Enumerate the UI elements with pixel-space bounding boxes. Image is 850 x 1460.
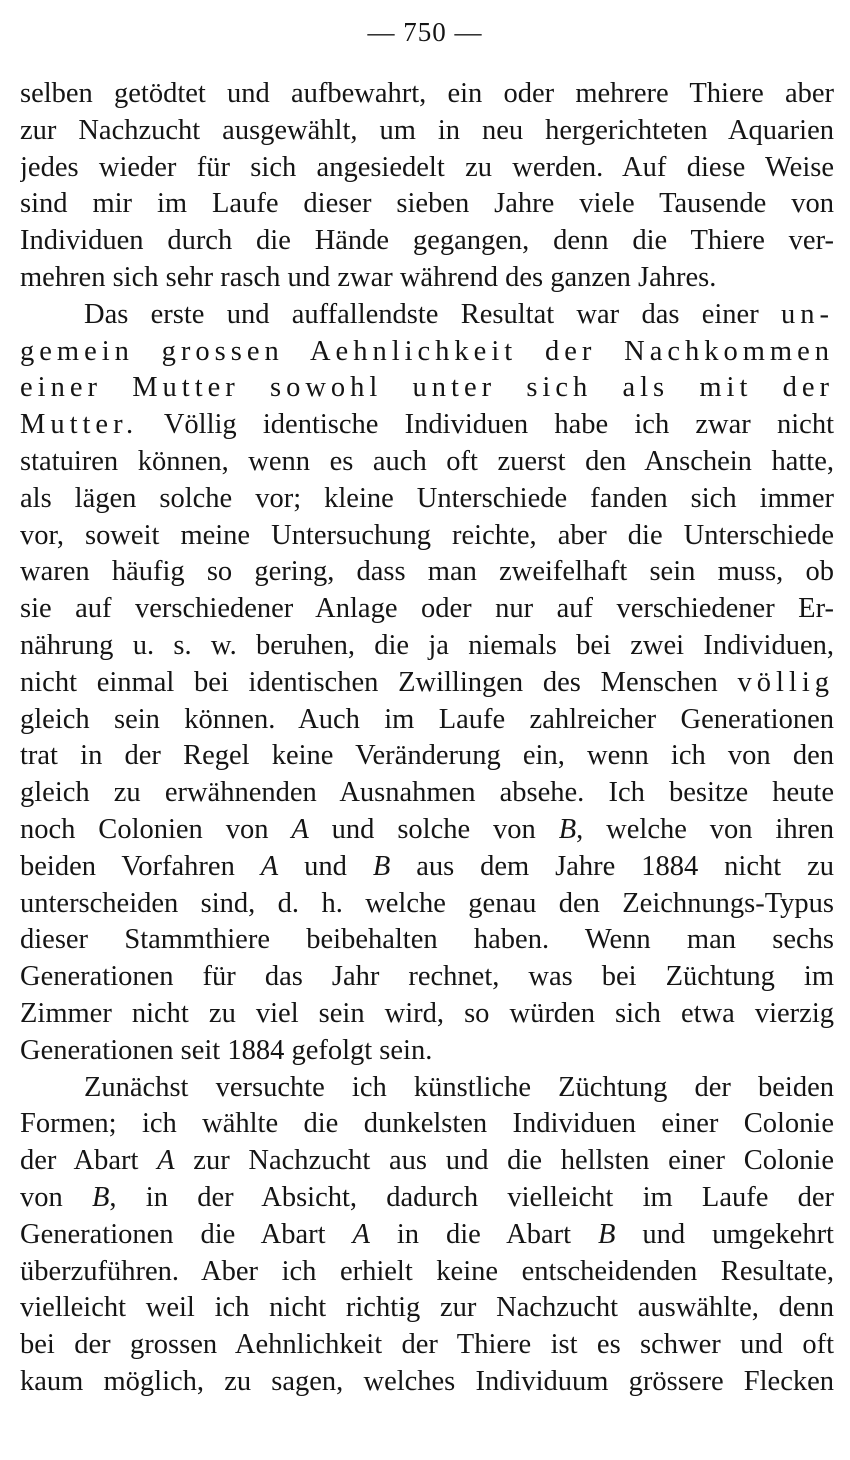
text-segment: waren häufig so gering, dass man zweifelhaft sein muss, ob: [20, 556, 834, 588]
body-text: [20, 76, 834, 1401]
text-segment: unterscheiden sind, d. h. welche genau den Zeichnungs-Typus: [20, 887, 834, 919]
text-line: [20, 297, 834, 334]
text-line: [20, 1033, 834, 1070]
text-line: [20, 922, 834, 959]
text-segment: aus dem Jahre 1884 nicht zu: [390, 850, 834, 882]
italic-variable: B: [372, 850, 391, 882]
text-line: [20, 370, 834, 407]
text-segment: jedes wieder für sich angesiedelt zu werden. Auf diese Weise: [20, 151, 834, 183]
text-line: [20, 1106, 834, 1143]
text-segment: Das erste und auffallendste Resultat war das einer: [84, 298, 781, 330]
text-segment: trat in der Regel keine Veränderung ein, wenn ich von den: [20, 740, 834, 772]
text-line: [20, 886, 834, 923]
text-line: [20, 481, 834, 518]
text-segment: überzuführen. Aber ich erhielt keine entscheidenden Resultate,: [20, 1255, 834, 1287]
text-segment: und: [278, 850, 373, 882]
spaced-emphasis: gemein grossen Aehnlichkeit der Nachkommen: [20, 335, 834, 367]
text-segment: Formen; ich wählte die dunkelsten Individuen einer Colonie: [20, 1108, 834, 1140]
text-line: [20, 702, 834, 739]
text-segment: von: [20, 1181, 92, 1213]
text-line: [20, 76, 834, 113]
text-line: [20, 738, 834, 775]
text-line: [20, 628, 834, 665]
text-line: [20, 334, 834, 371]
text-segment: Generationen seit 1884 gefolgt sein.: [20, 1034, 433, 1066]
text-segment: sie auf verschiedener Anlage oder nur auf verschiedener Er-: [20, 593, 834, 625]
text-segment: als lägen solche vor; kleine Unterschiede fanden sich immer: [20, 482, 834, 514]
text-segment: , welche von ihren: [576, 813, 834, 845]
text-segment: dieser Stammthiere beibehalten haben. Wenn man sechs: [20, 924, 834, 956]
text-line: [20, 812, 834, 849]
italic-variable: B: [558, 813, 577, 845]
text-line: [20, 591, 834, 628]
text-segment: beiden Vorfahren: [20, 850, 261, 882]
text-segment: , in der Absicht, dadurch vielleicht im Laufe der: [109, 1181, 834, 1213]
text-line: [20, 1143, 834, 1180]
italic-variable: A: [352, 1218, 370, 1250]
text-line: [20, 996, 834, 1033]
spaced-emphasis: völlig: [737, 666, 834, 698]
italic-variable: B: [598, 1218, 616, 1250]
text-segment: mehren sich sehr rasch und zwar während des ganzen Jahres.: [20, 261, 717, 293]
text-line: [20, 113, 834, 150]
text-segment: Generationen die Abart: [20, 1218, 353, 1250]
text-segment: Zunächst versuchte ich künstliche Züchtung der beiden: [84, 1071, 834, 1103]
text-segment: noch Colonien von: [20, 813, 292, 845]
text-segment: gleich zu erwähnenden Ausnahmen absehe. Ich besitze heute: [20, 777, 834, 809]
italic-variable: B: [92, 1181, 110, 1213]
spaced-emphasis: einer Mutter sowohl unter sich als mit der: [20, 372, 834, 404]
text-segment: Generationen für das Jahr rechnet, was bei Züchtung im: [20, 961, 834, 993]
text-line: [20, 1327, 834, 1364]
text-segment: Zimmer nicht zu viel sein wird, so würden sich etwa vierzig: [20, 997, 834, 1029]
text-line: [20, 1290, 834, 1327]
text-segment: in die Abart: [369, 1218, 599, 1250]
text-segment: statuiren können, wenn es auch oft zuerst den Anschein hatte,: [20, 445, 834, 477]
italic-variable: A: [260, 850, 279, 882]
text-line: [20, 665, 834, 702]
text-segment: sind mir im Laufe dieser sieben Jahre viele Tausende von: [20, 188, 834, 220]
text-segment: zur Nachzucht aus und die hellsten einer Colonie: [174, 1145, 834, 1177]
text-line: [20, 407, 834, 444]
text-line: [20, 518, 834, 555]
text-line: [20, 1364, 834, 1401]
text-line: [20, 1217, 834, 1254]
italic-variable: A: [291, 813, 309, 845]
text-line: [20, 775, 834, 812]
text-segment: der Abart: [20, 1145, 158, 1177]
text-line: [20, 223, 834, 260]
text-line: [20, 1070, 834, 1107]
text-segment: Völlig identische Individuen habe ich zwar nicht: [138, 409, 834, 441]
text-line: [20, 150, 834, 187]
text-segment: und solche von: [308, 813, 559, 845]
text-line: [20, 444, 834, 481]
spaced-emphasis: Mutter.: [20, 409, 139, 441]
text-segment: Individuen durch die Hände gegangen, denn die Thiere ver-: [20, 225, 834, 257]
text-segment: nicht einmal bei identischen Zwillingen des Menschen: [20, 666, 738, 698]
spaced-emphasis: un-: [781, 298, 834, 330]
text-segment: nährung u. s. w. beruhen, die ja niemals bei zwei Individuen,: [20, 629, 834, 661]
text-line: [20, 1180, 834, 1217]
text-line: [20, 1254, 834, 1291]
text-segment: selben getödtet und aufbewahrt, ein oder mehrere Thiere aber: [20, 78, 834, 109]
text-line: [20, 186, 834, 223]
text-line: [20, 849, 834, 886]
page-number: — 750 —: [367, 17, 483, 47]
text-line: [20, 959, 834, 996]
text-line: [20, 554, 834, 591]
text-segment: vor, soweit meine Untersuchung reichte, aber die Unterschiede: [20, 519, 834, 551]
italic-variable: A: [157, 1145, 175, 1177]
text-line: [20, 260, 834, 297]
text-segment: zur Nachzucht ausgewählt, um in neu hergerichteten Aquarien: [20, 114, 834, 146]
text-segment: bei der grossen Aehnlichkeit der Thiere ist es schwer und oft: [20, 1329, 834, 1361]
text-segment: gleich sein können. Auch im Laufe zahlreicher Generationen: [20, 703, 834, 735]
text-segment: vielleicht weil ich nicht richtig zur Nachzucht auswählte, denn: [20, 1292, 834, 1324]
text-segment: kaum möglich, zu sagen, welches Individuum grössere Flecken: [20, 1365, 834, 1397]
text-segment: und umgekehrt: [615, 1218, 834, 1250]
